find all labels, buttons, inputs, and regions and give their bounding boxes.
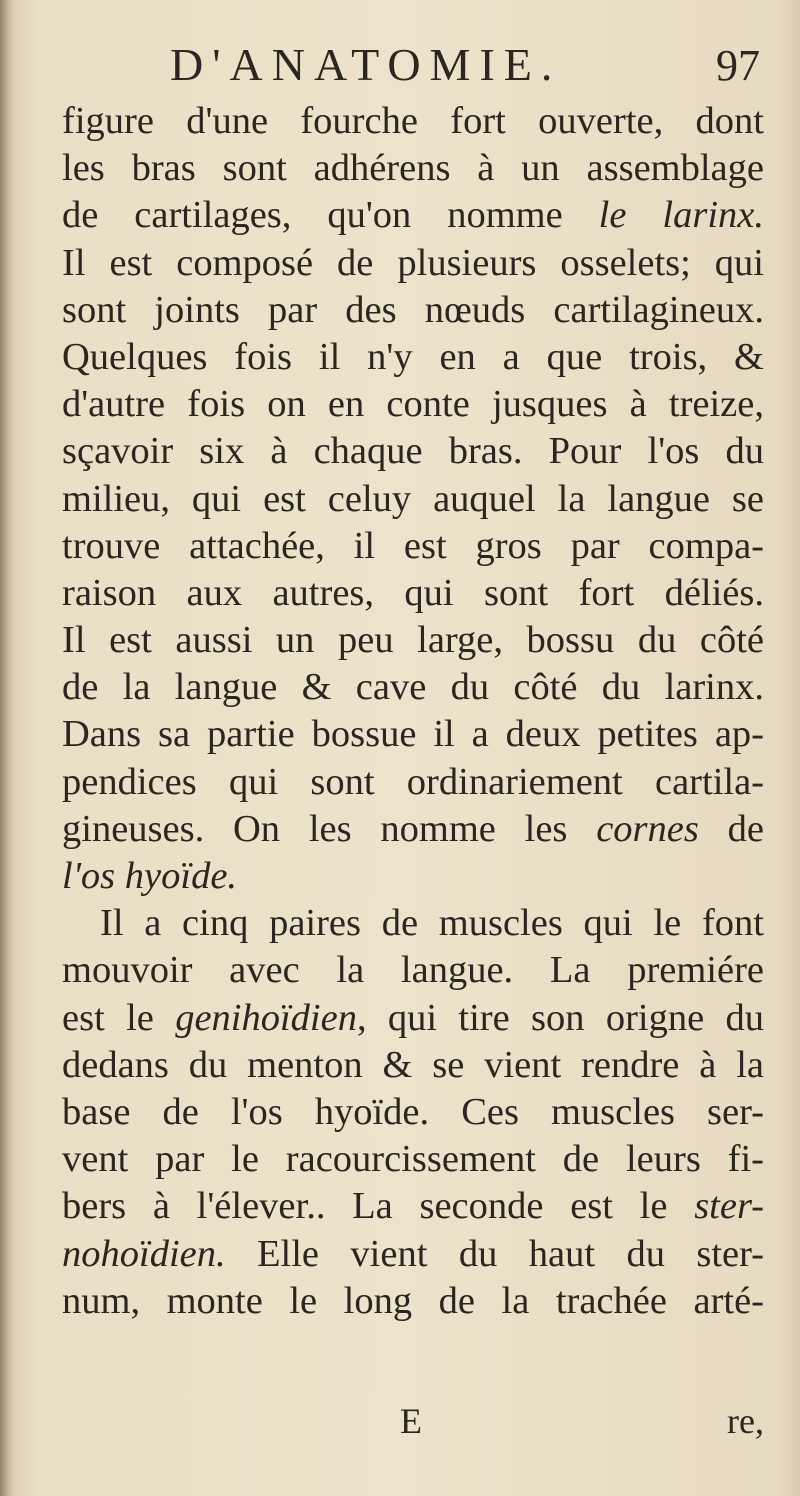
text-line (62, 428, 764, 475)
text-line (62, 1089, 764, 1136)
running-title: D'ANATOMIE. (170, 39, 562, 90)
italic-term: l'os hyoïde. (62, 855, 238, 897)
page-footer (62, 1400, 764, 1460)
page-number: 97 (716, 41, 760, 90)
text-line (62, 240, 764, 287)
text-line (62, 1042, 764, 1089)
text-line (62, 476, 764, 523)
text-line (62, 1278, 764, 1325)
text-line (62, 287, 764, 334)
text-segment: pendices qui sont ordinariement cartila- (62, 760, 764, 803)
text-segment: gineuses. On les nomme les (62, 807, 597, 850)
page-header (170, 38, 760, 91)
text-segment: base de l'os hyoïde. Ces muscles ser- (62, 1090, 764, 1133)
text-segment: est le (62, 996, 176, 1039)
text-segment: Quelques fois il n'y en a que trois, & (62, 335, 764, 378)
text-segment: Il est composé de plusieurs osselets; qui (62, 241, 764, 284)
text-segment: Dans sa partie bossue il a deux petites ap- (62, 713, 764, 756)
italic-term: cornes (596, 807, 699, 850)
body-text (62, 98, 764, 1325)
text-line (62, 1136, 764, 1183)
text-line (62, 853, 764, 900)
text-line (62, 381, 764, 428)
text-line (62, 1183, 764, 1230)
text-line (62, 1231, 764, 1278)
text-segment: milieu, qui est celuy auquel la langue se (62, 477, 764, 520)
text-segment: Elle vient du haut du ster- (225, 1232, 764, 1275)
text-line (62, 192, 764, 239)
text-line (62, 711, 764, 758)
text-segment: de cartilages, qu'on nomme (62, 194, 599, 237)
text-line (62, 617, 764, 664)
italic-term: ster- (694, 1185, 764, 1228)
signature-mark: E (400, 1401, 422, 1441)
text-segment: de la langue & cave du côté du larinx. (62, 666, 764, 709)
text-line (62, 98, 764, 145)
text-segment: sont joints par des nœuds cartilagineux. (62, 288, 764, 331)
text-line (62, 995, 764, 1042)
text-segment: mouvoir avec la langue. La premiére (62, 949, 764, 992)
text-line (62, 759, 764, 806)
text-line (62, 900, 764, 947)
text-segment: raison aux autres, qui sont fort déliés. (62, 571, 764, 614)
text-segment: num, monte le long de la trachée arté- (62, 1279, 764, 1322)
page-gutter-shadow (0, 0, 14, 1496)
text-segment: , qui tire son origne du (356, 996, 764, 1039)
text-segment: Il a cinq paires de muscles qui le font (100, 902, 764, 945)
text-segment: Il est aussi un peu large, bossu du côté (62, 619, 764, 662)
italic-term: nohoïdien. (62, 1232, 226, 1275)
text-segment: trouve attachée, il est gros par compa- (62, 524, 764, 567)
text-segment: d'autre fois on en conte jusques à treize, (62, 383, 764, 426)
text-segment: sçavoir six à chaque bras. Pour l'os du (62, 430, 764, 473)
italic-term: genihoïdien (175, 996, 357, 1039)
catchword: re, (727, 1401, 764, 1441)
text-segment: bers à l'élever.. La seconde est le (62, 1185, 695, 1228)
text-line (62, 334, 764, 381)
text-segment: de (698, 807, 764, 850)
text-segment: vent par le racourcissement de leurs fi- (62, 1138, 764, 1181)
text-line (62, 664, 764, 711)
text-line (62, 523, 764, 570)
text-line (62, 947, 764, 994)
text-segment: dedans du menton & se vient rendre à la (62, 1043, 764, 1086)
text-line (62, 145, 764, 192)
italic-term: le larinx. (598, 194, 764, 237)
text-line (62, 570, 764, 617)
text-line (62, 806, 764, 853)
text-segment: figure d'une fourche fort ouverte, dont (62, 100, 764, 142)
text-segment: les bras sont adhérens à un assemblage (62, 147, 764, 190)
